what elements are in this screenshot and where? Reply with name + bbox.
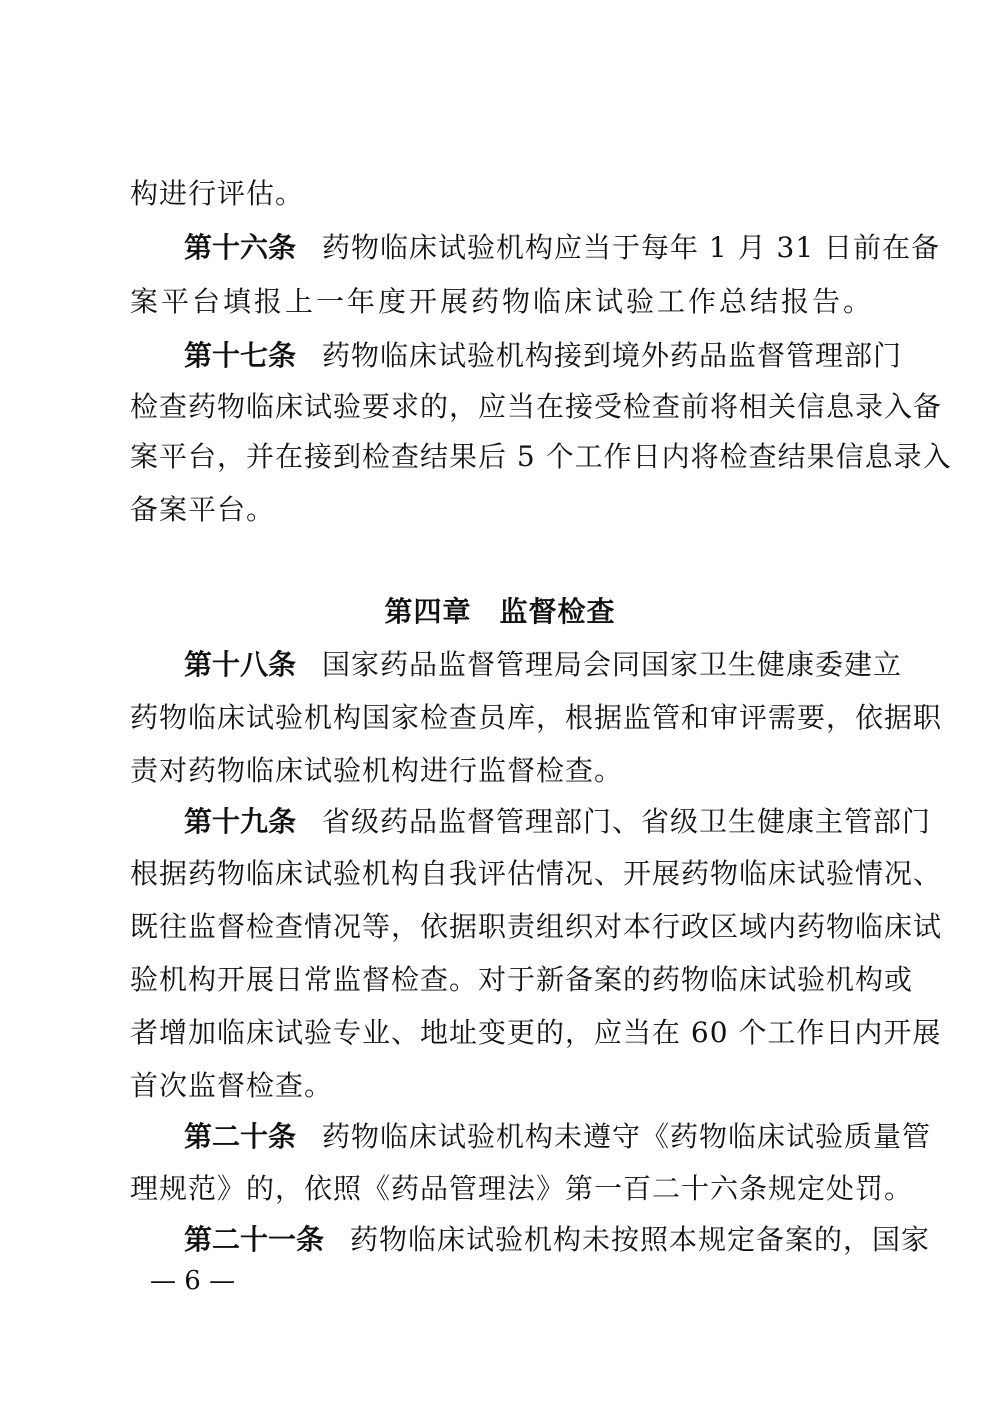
article-19-line-2: 根据药物临床试验机构自我评估情况、开展药物临床试验情况、	[130, 857, 943, 890]
article-21-heading: 第二十一条	[184, 1223, 325, 1256]
article-19-line-4: 验机构开展日常监督检查。对于新备案的药物临床试验机构或	[130, 963, 914, 996]
article-20-heading: 第二十条	[184, 1120, 297, 1153]
article-18-heading: 第十八条	[184, 648, 297, 681]
article-18-line-3: 责对药物临床试验机构进行监督检查。	[130, 754, 624, 787]
article-16-heading: 第十六条	[184, 231, 297, 264]
article-17-line-4: 备案平台。	[130, 493, 276, 526]
article-21-line-1: 第二十一条 药物临床试验机构未按照本规定备案的，国家	[184, 1223, 931, 1256]
page-number: — 6 —	[150, 1266, 236, 1296]
article-20-line-2: 理规范》的，依照《药品管理法》第一百二十六条规定处罚。	[130, 1172, 914, 1205]
article-17-line-2: 检查药物临床试验要求的，应当在接受检查前将相关信息录入备	[130, 390, 943, 423]
chapter-heading	[0, 592, 1000, 632]
chapter-number: 第四章	[384, 595, 472, 628]
article-19-heading: 第十九条	[184, 805, 297, 838]
article-19-line-5: 者增加临床试验专业、地址变更的，应当在 60 个工作日内开展	[130, 1016, 942, 1049]
article-16-line-1: 第十六条 药物临床试验机构应当于每年 1 月 31 日前在备	[184, 231, 941, 264]
article-19-line-3: 既往监督检查情况等，依据职责组织对本行政区域内药物临床试	[130, 910, 943, 943]
article-19-line-6: 首次监督检查。	[130, 1069, 334, 1102]
article-18-line-2: 药物临床试验机构国家检查员库，根据监管和审评需要，依据职	[130, 701, 943, 734]
article-17-line-3: 案平台，并在接到检查结果后 5 个工作日内将检查结果信息录入	[130, 440, 952, 473]
article-18-line-1: 第十八条 国家药品监督管理局会同国家卫生健康委建立	[184, 648, 903, 681]
article-20-line-1: 第二十条 药物临床试验机构未遵守《药物临床试验质量管	[184, 1120, 932, 1153]
text-line: 构进行评估。	[130, 177, 305, 210]
article-19-line-1: 第十九条 省级药品监督管理部门、省级卫生健康主管部门	[184, 805, 932, 838]
article-17-heading: 第十七条	[184, 339, 297, 372]
article-16-line-2: 案平台填报上一年度开展药物临床试验工作总结报告。	[130, 285, 872, 318]
chapter-title: 监督检查	[499, 595, 616, 628]
article-17-line-1: 第十七条 药物临床试验机构接到境外药品监督管理部门	[184, 339, 903, 372]
